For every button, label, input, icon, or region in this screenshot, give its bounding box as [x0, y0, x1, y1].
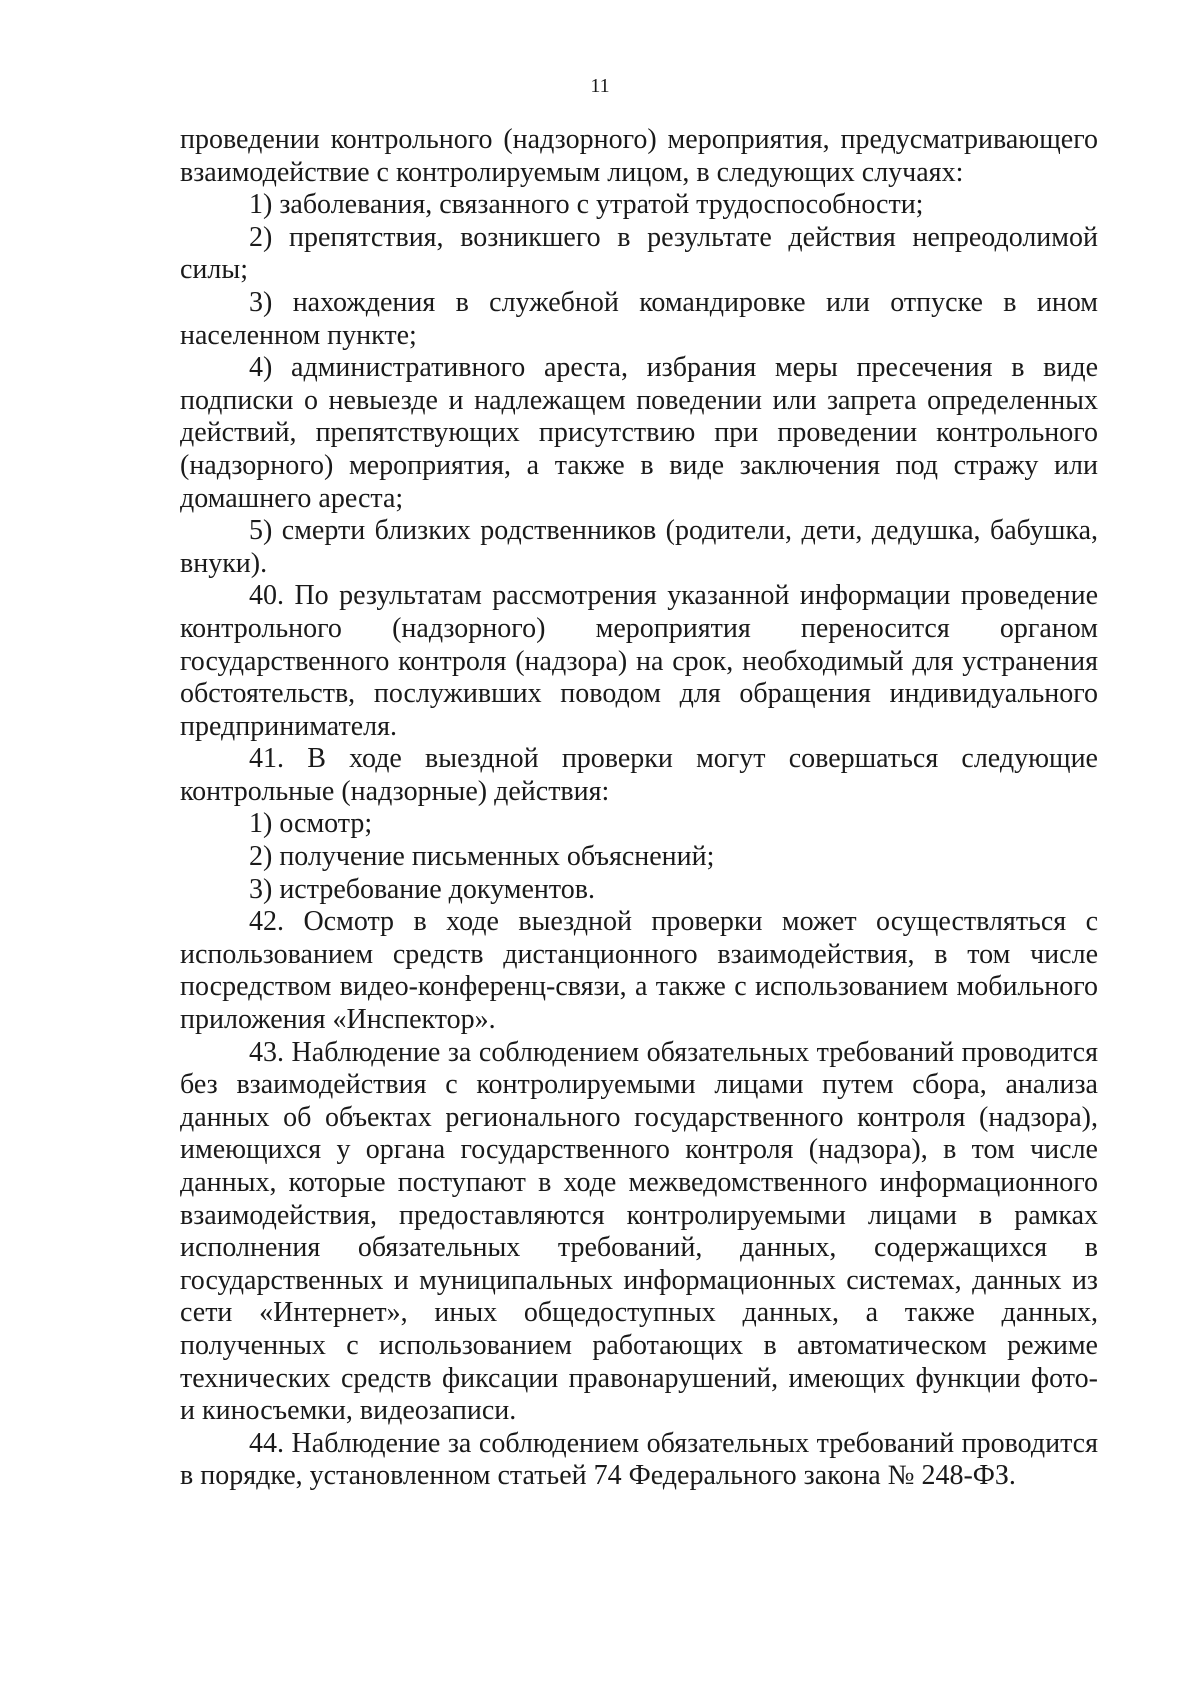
- page-number: 11: [590, 75, 610, 97]
- clause-41: 41. В ходе выездной проверки могут совершаться следующие контрольные (надзорные) действия:: [180, 743, 1098, 807]
- list-item-2-force-majeure: 2) препятствия, возникшего в результате действия непреодолимой силы;: [180, 221, 1098, 286]
- clause-43: 43. Наблюдение за соблюдением обязательных требований проводится без взаимодействия с контролируемыми лицами путем сбора, анализа данных об объектах регионального государственного контроля (надзора), имеющихся у органа государственного контроля (надзора), в том числе данных, которые поступают в ходе межведомственного информационного взаимодействия, предоставляются контролируемыми лицами в рамках исполнения обязательных требований, данных, содержащихся в государственных и муниципальных информационных системах, данных из сети «Интернет», иных общедоступных данных, а также данных, полученных с использованием работающих в автоматическом режиме технических средств фиксации правонарушений, имеющих функции фото- и киносъемки, видеозаписи.: [180, 1036, 1098, 1427]
- clause-41-item-1: 1) осмотр;: [249, 808, 373, 840]
- clause-41-item-3: 3) истребование документов.: [249, 873, 595, 905]
- list-item-1-illness: 1) заболевания, связанного с утратой трудоспособности;: [249, 189, 924, 221]
- clause-42: 42. Осмотр в ходе выездной проверки может осуществляться с использованием средств дистанционного взаимодействия, в том числе посредством видео-конференц-связи, а также с использованием мобильного приложения «Инспектор».: [180, 906, 1098, 1036]
- paragraph-continuation: проведении контрольного (надзорного) мероприятия, предусматривающего взаимодействие с контролируемым лицом, в следующих случаях:: [180, 124, 1098, 188]
- list-item-5-death-of-relatives: 5) смерти близких родственников (родители, дети, дедушка, бабушка, внуки).: [180, 515, 1098, 579]
- document-body: [180, 124, 1098, 1493]
- list-item-3-business-trip: 3) нахождения в служебной командировке или отпуске в ином населенном пункте;: [180, 286, 1098, 351]
- clause-40: 40. По результатам рассмотрения указанной информации проведение контрольного (надзорного) мероприятия переносится органом государственного контроля (надзора) на срок, необходимый для устранения обстоятельств, послуживших поводом для обращения индивидуального предпринимателя.: [180, 580, 1098, 742]
- clause-44: 44. Наблюдение за соблюдением обязательных требований проводится в порядке, установленном статьей 74 Федерального закона № 248-ФЗ.: [180, 1427, 1098, 1492]
- list-item-4-arrest: 4) административного ареста, избрания меры пресечения в виде подписки о невыезде и надлежащем поведении или запрета определенных действий, препятствующих присутствию при проведении контрольного (надзорного) мероприятия, а также в виде заключения под стражу или домашнего ареста;: [180, 352, 1098, 514]
- clause-41-item-2: 2) получение письменных объяснений;: [249, 841, 715, 873]
